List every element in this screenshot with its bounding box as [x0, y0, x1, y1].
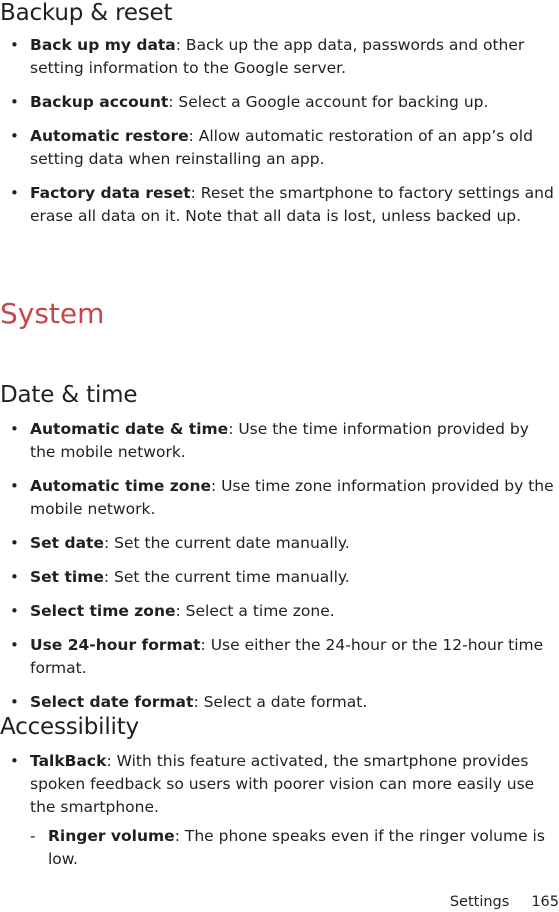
datetime-list [0, 418, 555, 725]
page-number: 165 [531, 894, 559, 910]
list-item: • Automatic time zone: Use time zone information provided by the mobile network. [10, 477, 554, 518]
footer-section: Settings [449, 894, 510, 910]
sub-list [30, 825, 555, 871]
datetime-heading: Date & time [0, 382, 138, 408]
bullet-icon: • [10, 752, 19, 770]
accessibility-heading: Accessibility [0, 714, 139, 740]
list-item: • Use 24-hour format: Use either the 24-hour or the 12-hour time format. [10, 636, 544, 677]
list-item: • Set date: Set the current date manually. [0, 532, 555, 555]
accessibility-list [0, 750, 555, 882]
list-item: • Back up my data: Back up the app data, passwords and other setting information to the Google server. [10, 36, 525, 77]
bullet-icon: • [10, 184, 19, 202]
bullet-icon: • [10, 568, 19, 586]
list-item: • Automatic date & time: Use the time information provided by the mobile network. [10, 420, 529, 461]
page-footer [450, 894, 559, 910]
backup-heading: Backup & reset [0, 0, 173, 26]
backup-list [0, 34, 555, 239]
dash-icon: - [30, 827, 36, 845]
list-item: • Factory data reset: Reset the smartphone to factory settings and erase all data on it. Note that all data is lost, unless backed up. [10, 184, 554, 225]
list-item: • Select time zone: Select a time zone. [0, 600, 555, 623]
bullet-icon: • [10, 127, 19, 145]
list-item: • TalkBack: With this feature activated, the smartphone provides spoken feedback so users with poorer vision can more easily use the smartphone. - Ringer volume: The phone speaks even if the ringer volume is low. [0, 750, 555, 871]
list-item: • Automatic restore: Allow automatic restoration of an app’s old setting data when reinstalling an app. [10, 127, 533, 168]
bullet-icon: • [10, 477, 19, 495]
bullet-icon: • [10, 420, 19, 438]
list-item: • Select date format: Select a date format. [0, 691, 555, 714]
list-item: • Backup account: Select a Google account for backing up. [0, 91, 555, 114]
bullet-icon: • [10, 93, 19, 111]
bullet-icon: • [10, 693, 19, 711]
bullet-icon: • [10, 534, 19, 552]
bullet-icon: • [10, 602, 19, 620]
list-item: • Set time: Set the current time manually. [0, 566, 555, 589]
sub-list-item: - Ringer volume: The phone speaks even if the ringer volume is low. [30, 827, 545, 868]
bullet-icon: • [10, 636, 19, 654]
system-heading: System [0, 297, 105, 330]
bullet-icon: • [10, 36, 19, 54]
